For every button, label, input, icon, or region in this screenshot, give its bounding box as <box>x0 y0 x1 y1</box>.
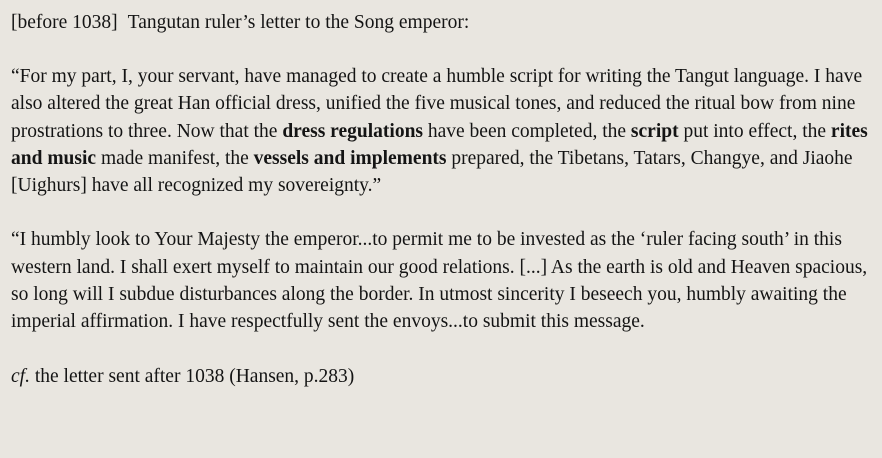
heading-date: [before 1038] <box>11 12 118 33</box>
para1-text-1: “For my part, I, your servant, have managed to create a humble script for writing the Tangut language. I have also altered the great Han official dress, unified the five musical tones, and reduced the ritual bow from nine prostrations to three. Now that the <box>11 66 863 142</box>
para1-bold-vessels-and-implements: vessels and implements <box>253 147 447 169</box>
para1-bold-dress-regulations: dress regulations <box>282 120 423 142</box>
letter-heading <box>11 9 870 36</box>
heading-title: Tangutan ruler’s letter to the Song emperor: <box>127 12 470 33</box>
letter-paragraph-1 <box>11 63 870 199</box>
para1-text-2: have been completed, the <box>423 120 631 142</box>
citation-note <box>11 363 870 390</box>
note-text: the letter sent after 1038 (Hansen, p.283) <box>29 365 355 387</box>
para2-text: “I humbly look to Your Majesty the emperor...to permit me to be invested as the ‘ruler facing south’ in this western land. I shall exert myself to maintain our good relations. [...] As the earth is old and Heaven spacious, so long will I subdue disturbances along the border. In utmost sincerity I beseech you, humbly awaiting the imperial affirmation. I have respectfully sent the envoys...to submit this message. <box>11 229 868 333</box>
para1-bold-script: script <box>630 120 679 142</box>
para1-bold-rites-and-music: rites and music <box>11 120 868 169</box>
para1-text-4: made manifest, the <box>96 147 254 169</box>
para1-text-5: prepared, the Tibetans, Tatars, Changye, and Jiaohe [Uighurs] have all recognized my sovereignty.” <box>11 147 853 197</box>
note-cf-prefix: cf. <box>11 365 30 387</box>
para1-text-3: put into effect, the <box>678 120 831 142</box>
letter-paragraph-2 <box>11 226 870 335</box>
